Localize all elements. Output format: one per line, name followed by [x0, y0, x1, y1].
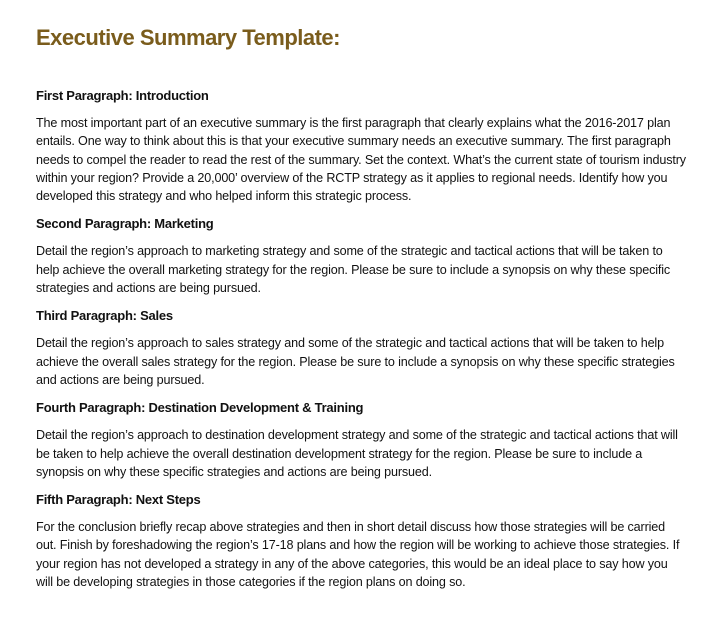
- document-title: Executive Summary Template:: [36, 25, 340, 50]
- section-heading: First Paragraph: Introduction: [36, 88, 209, 103]
- section-heading: Second Paragraph: Marketing: [36, 216, 214, 232]
- section-next-steps: [36, 491, 690, 591]
- section-heading: Third Paragraph: Sales: [36, 308, 173, 324]
- section-heading: Fifth Paragraph: Next Steps: [36, 492, 201, 508]
- section-body: Detail the region’s approach to sales strategy and some of the strategic and tactical actions that will be taken to help achieve the overall sales strategy for the region. Please be sure to include a synopsis on why these specific strategies and actions are being pursued.: [36, 336, 675, 387]
- section-body: The most important part of an executive summary is the first paragraph that clearly explains what the 2016-2017 plan entails. One way to think about this is that your executive summary needs an executive summary. The first paragraph needs to compel the reader to read the rest of the summary. Set the context. What’s the current state of tourism industry within your region? Provide a 20,000’ overview of the RCTP strategy as it applies to regional needs. Identify how you developed this strategy and who helped inform this strategic process.: [36, 116, 686, 204]
- section-body: Detail the region’s approach to destination development strategy and some of the strategic and tactical actions that will be taken to help achieve the overall destination development strategy for the region. Please be sure to include a synopsis on why these specific strategies and actions are being pursued.: [36, 428, 678, 479]
- section-sales: [36, 307, 690, 389]
- section-heading: Fourth Paragraph: Destination Development & Training: [36, 400, 364, 416]
- section-marketing: [36, 215, 690, 297]
- section-destination-development: [36, 399, 690, 481]
- section-body: Detail the region’s approach to marketing strategy and some of the strategic and tactical actions that will be taken to help achieve the overall marketing strategy for the region. Please be sure to include a synopsis on why these specific strategies and actions are being pursued.: [36, 244, 671, 296]
- section-introduction: [36, 87, 690, 205]
- section-body: For the conclusion briefly recap above strategies and then in short detail discuss how those strategies will be carried out. Finish by foreshadowing the region’s 17-18 plans and how the region will be working to achieve those strategies. If your region has not developed a strategy in any of the above categories, this would be an ideal place to say how you will be developing strategies in those categories if the region plans on doing so.: [36, 520, 680, 590]
